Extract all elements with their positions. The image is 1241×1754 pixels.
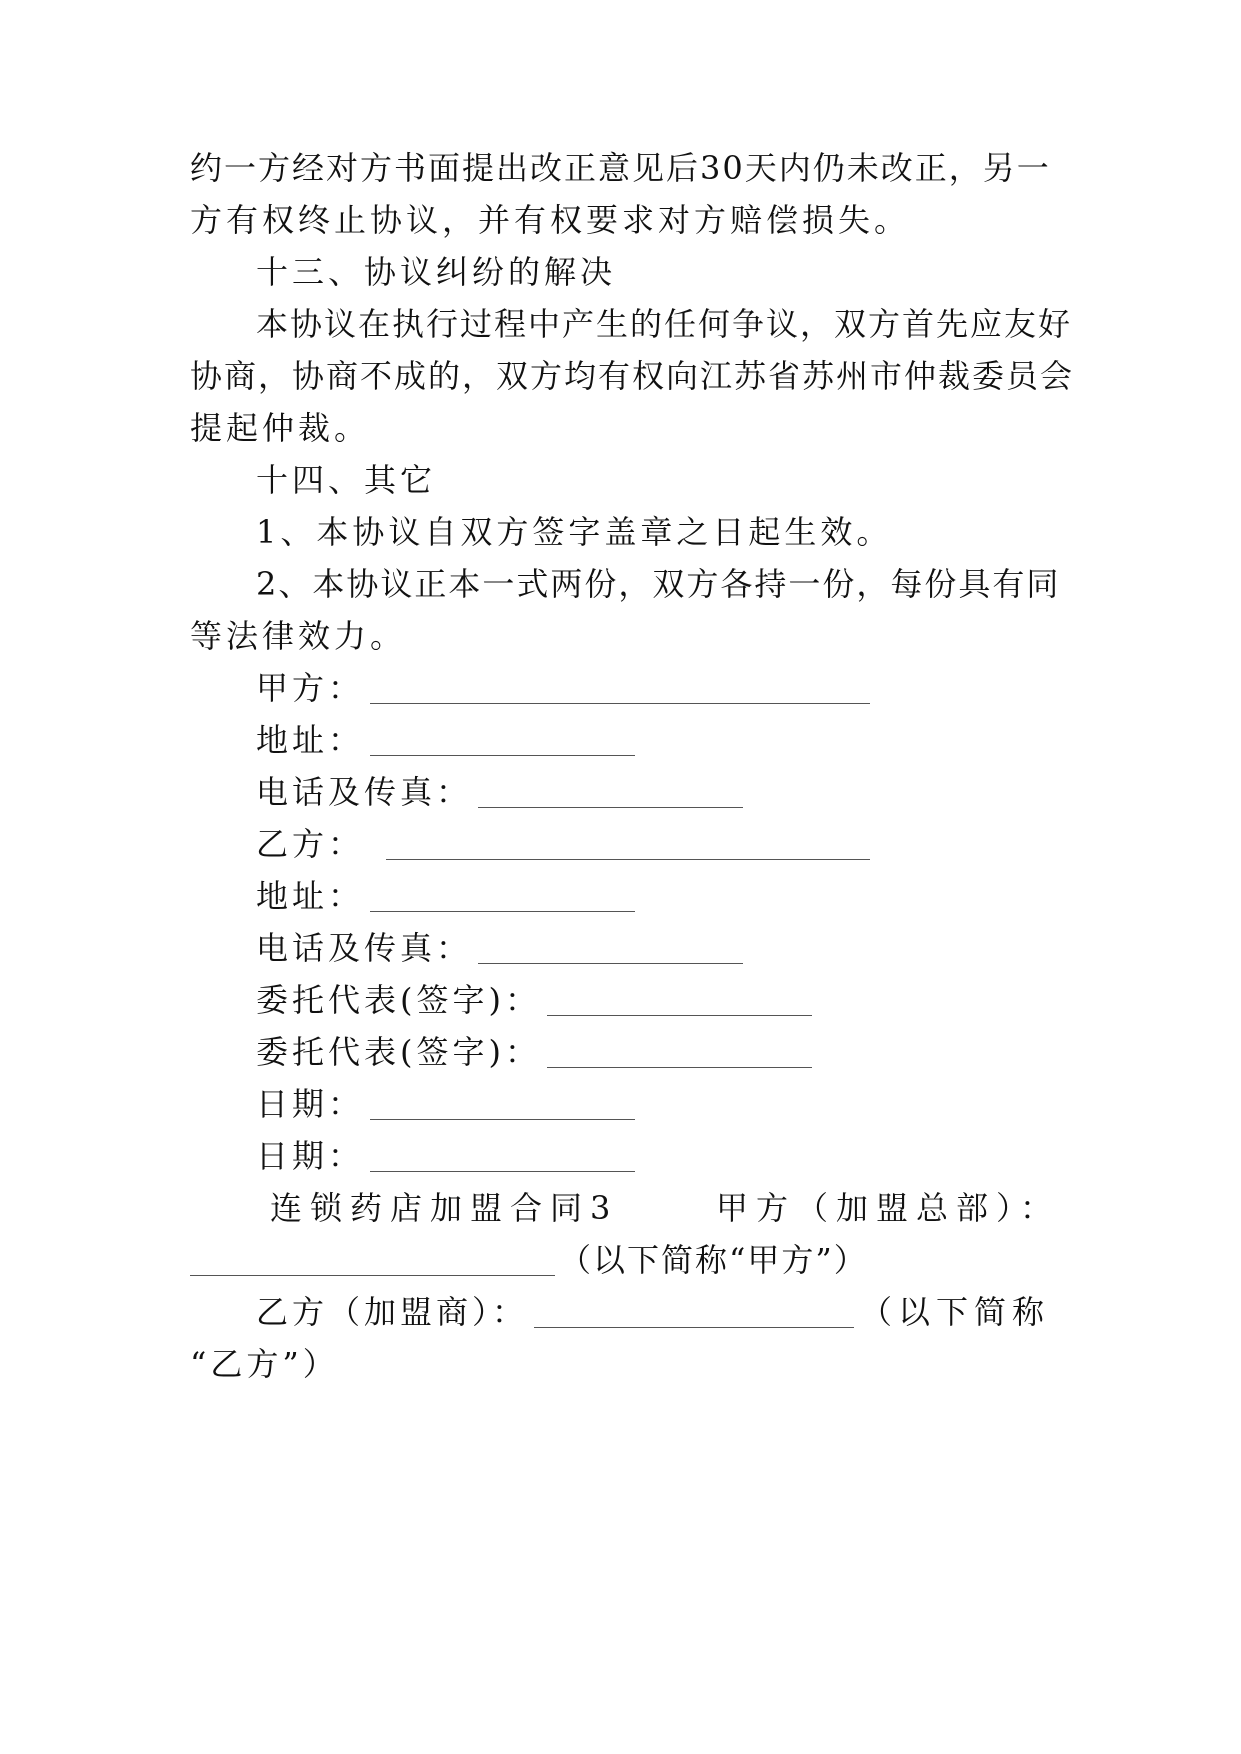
contract-title: 连锁药店加盟合同3 (270, 1189, 619, 1227)
section-heading-13: 十三、协议纠纷的解决 (256, 253, 617, 291)
phone-b-blank[interactable] (478, 933, 743, 964)
phone-b-field (256, 928, 1116, 968)
contract-party-a-suffix: （以下简称“甲方”） (559, 1241, 868, 1279)
date-a-field (256, 1084, 1116, 1124)
party-b-blank[interactable] (386, 829, 870, 860)
contract-party-a-label: 甲方（加盟总部）： (716, 1189, 1061, 1227)
party-b-field (256, 824, 1116, 864)
rep-b-field (256, 1032, 1116, 1072)
address-b-blank[interactable] (370, 881, 635, 912)
paragraph-line: 约一方经对方书面提出改正意见后30天内仍未改正，另一 (190, 149, 1051, 187)
paragraph-line: 提起仲裁。 (190, 409, 371, 447)
date-b-field (256, 1136, 1116, 1176)
party-a-blank[interactable] (370, 673, 870, 704)
paragraph-line: 本协议在执行过程中产生的任何争议，双方首先应友好 (256, 305, 1073, 343)
contract-title-row (270, 1188, 1061, 1228)
address-a-field (256, 720, 1116, 760)
phone-a-label: 电话及传真： (256, 773, 473, 811)
contract-party-b-blank[interactable] (534, 1297, 854, 1328)
date-b-blank[interactable] (370, 1141, 635, 1172)
rep-a-field (256, 980, 1116, 1020)
contract-party-a-blank[interactable] (190, 1245, 555, 1276)
rep-b-label: 委托代表(签字)： (256, 1033, 541, 1071)
address-b-label: 地址： (256, 877, 365, 915)
rep-b-blank[interactable] (547, 1037, 812, 1068)
paragraph-line: 方有权终止协议，并有权要求对方赔偿损失。 (190, 201, 911, 239)
paragraph-line: 协商，协商不成的，双方均有权向江苏省苏州市仲裁委员会 (190, 357, 1075, 395)
address-a-label: 地址： (256, 721, 365, 759)
paragraph-line: 等法律效力。 (190, 617, 407, 655)
rep-a-blank[interactable] (547, 985, 812, 1016)
phone-a-field (256, 772, 1116, 812)
date-b-label: 日期： (256, 1137, 365, 1175)
list-item-2: 2、本协议正本一式两份，双方各持一份，每份具有同 (256, 565, 1061, 603)
contract-party-a-row (190, 1240, 1050, 1280)
rep-a-label: 委托代表(签字)： (256, 981, 541, 1019)
contract-party-b-row (256, 1292, 1050, 1332)
phone-b-label: 电话及传真： (256, 929, 473, 967)
party-a-label: 甲方： (256, 669, 365, 707)
date-a-label: 日期： (256, 1085, 365, 1123)
contract-party-b-suffix-line2: “乙方”） (190, 1345, 339, 1383)
section-heading-14: 十四、其它 (256, 461, 437, 499)
list-item-1: 1、本协议自双方签字盖章之日起生效。 (256, 513, 893, 551)
phone-a-blank[interactable] (478, 777, 743, 808)
party-b-label: 乙方： (256, 825, 365, 863)
party-a-field (256, 668, 1116, 708)
address-a-blank[interactable] (370, 725, 635, 756)
contract-party-b-label: 乙方（加盟商）： (256, 1293, 529, 1331)
date-a-blank[interactable] (370, 1089, 635, 1120)
contract-party-b-suffix: （以下简称 (859, 1293, 1050, 1331)
address-b-field (256, 876, 1116, 916)
